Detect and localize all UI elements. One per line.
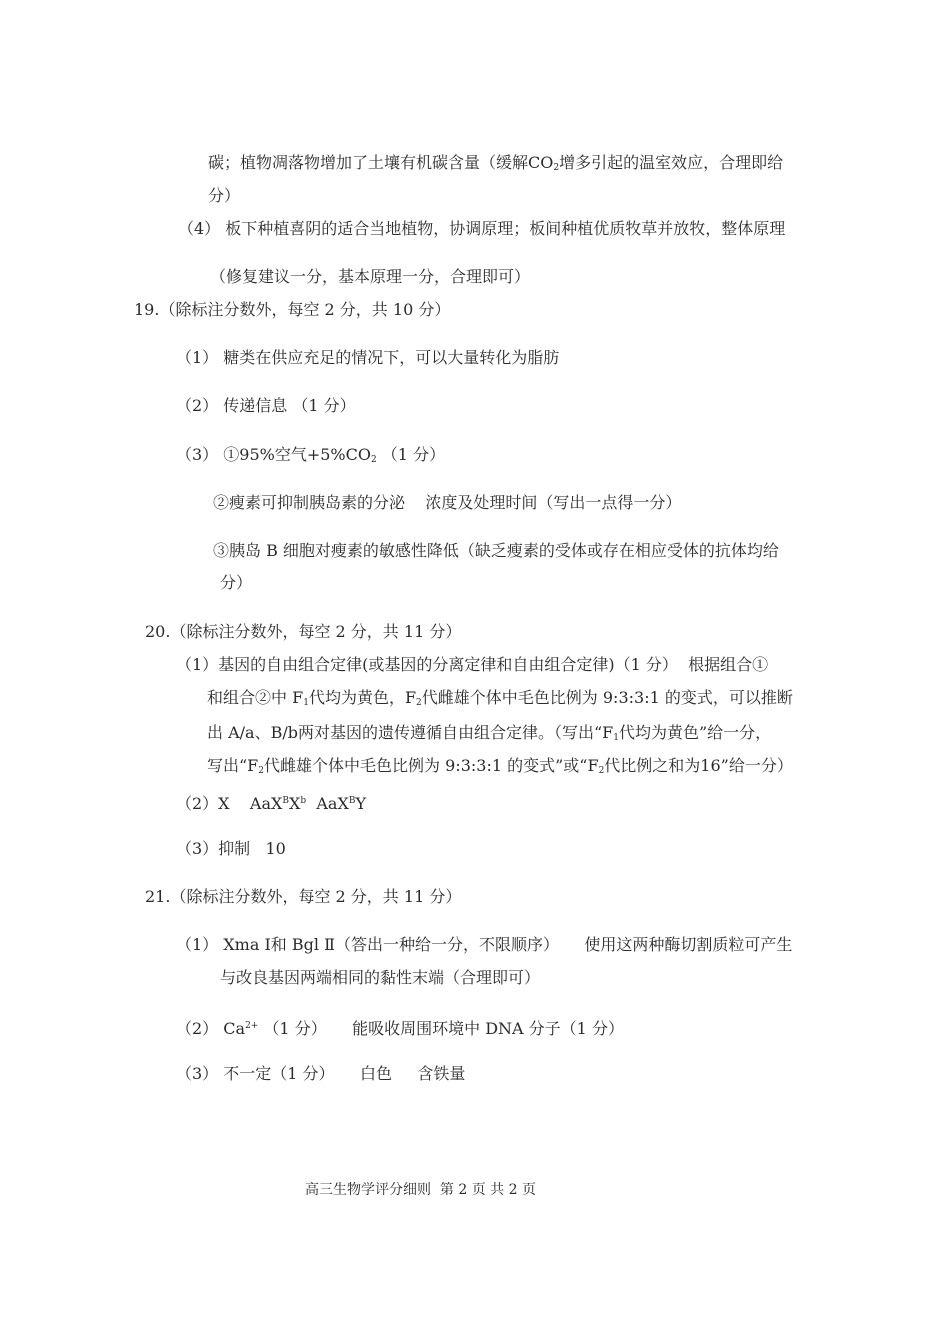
- text-run: ③胰岛 B 细胞对瘦素的敏感性降低（缺乏瘦素的受体或存在相应受体的抗体均给: [213, 541, 779, 560]
- text-run: 增多引起的温室效应，合理即给: [559, 153, 784, 172]
- text-run: （2） 传递信息 （1 分）: [176, 396, 356, 415]
- subscript: 2: [370, 455, 377, 465]
- text-run: 代雌雄个体中毛色比例为 9:3:3:1 的变式”或“F: [264, 756, 599, 775]
- subscript: 2: [598, 766, 605, 776]
- subscript: 2: [553, 163, 560, 173]
- text-run: （2）X AaX: [176, 794, 283, 813]
- q21-2: [176, 1016, 624, 1039]
- page-footer: 高三生物学评分细则 第 2 页 共 2 页: [305, 1182, 536, 1198]
- q21-1-a: [176, 935, 792, 955]
- text-run: ②瘦素可抑制胰岛素的分泌 浓度及处理时间（写出一点得一分）: [213, 493, 682, 512]
- text-run: AaX: [306, 794, 349, 813]
- text-run: （1）基因的自由组合定律(或基因的分离定律和自由组合定律)（1 分） 根据组合①: [176, 655, 769, 674]
- text-run: 和组合②中 F: [207, 688, 304, 707]
- text-run: 代雌雄个体中毛色比例为 9:3:3:1 的变式，可以推断: [421, 688, 793, 707]
- superscript: B: [282, 796, 290, 806]
- q20-2: [176, 791, 366, 814]
- text-run: （1） Xma Ⅰ和 Bgl Ⅱ（答出一种给一分，不限顺序） 使用这两种酶切割质粒可产生: [176, 935, 793, 954]
- q19-header: [134, 300, 450, 320]
- q19-2: [176, 396, 356, 416]
- text-run: （2） Ca: [176, 1019, 246, 1038]
- text-run: （3）抑制 10: [176, 839, 286, 858]
- text-run: 碳；植物凋落物增加了土壤有机碳含量（缓解CO: [208, 153, 554, 172]
- text-run: （1 分）: [376, 445, 446, 464]
- subscript: 2: [416, 698, 422, 708]
- superscript: B: [348, 796, 356, 806]
- text-run: （1 分） 能吸收周围环境中 DNA 分子（1 分）: [258, 1019, 624, 1038]
- text-run: （4） 板下种植喜阴的适合当地植物，协调原理；板间种植优质牧草并放牧，整体原理: [178, 219, 786, 238]
- q20-header: [145, 622, 461, 642]
- text-run: X: [289, 794, 301, 813]
- text-run: （3） 不一定（1 分） 白色 含铁量: [176, 1064, 466, 1083]
- q21-3: [176, 1064, 465, 1084]
- q20-1-a: [176, 655, 768, 675]
- q19-1: [176, 348, 559, 368]
- text-run: （1） 糖类在供应充足的情况下，可以大量转化为脂肪: [176, 348, 560, 367]
- text-run: 21.（除标注分数外，每空 2 分，共 11 分）: [145, 887, 462, 906]
- text-run: 分）: [220, 573, 253, 592]
- text-run: 出 A/a、B/b两对基因的遗传遵循自由组合定律。（写出“F: [207, 723, 614, 742]
- q19-3-3: [213, 541, 779, 561]
- text-run: 代比例之和为16”给一分）: [604, 756, 793, 775]
- q18-3-line2: [208, 186, 240, 206]
- text-run: 代均为黄色”给一分，: [618, 723, 772, 742]
- q20-3: [176, 839, 286, 859]
- text-run: 写出“F: [207, 756, 259, 775]
- text-run: 与改良基因两端相同的黏性末端（合理即可）: [220, 968, 541, 987]
- text-run: 分）: [208, 186, 241, 205]
- text-run: （3） ①95%空气+5%CO: [176, 445, 371, 464]
- q21-1-b: [220, 968, 540, 988]
- subscript: 1: [613, 733, 619, 743]
- q20-1-d: [207, 756, 793, 781]
- text-run: 20.（除标注分数外，每空 2 分，共 11 分）: [145, 622, 462, 641]
- superscript: 2+: [245, 1021, 259, 1031]
- q19-3-1: [176, 445, 445, 470]
- text-run: Y: [355, 794, 367, 813]
- q20-1-c: [207, 723, 771, 748]
- q18-4: [178, 219, 785, 239]
- superscript: b: [300, 796, 307, 806]
- text-run: （修复建议一分，基本原理一分，合理即可）: [210, 267, 531, 286]
- text-run: 19.（除标注分数外，每空 2 分，共 10 分）: [134, 300, 451, 319]
- q21-header: [145, 887, 461, 907]
- q18-3-line1: [208, 153, 783, 178]
- q18-4-note: [210, 267, 530, 287]
- q20-1-b: [207, 688, 793, 713]
- subscript: 2: [258, 766, 265, 776]
- q19-3-3b: [220, 573, 252, 593]
- subscript: 1: [303, 698, 309, 708]
- q19-3-2: [213, 493, 681, 513]
- text-run: 代均为黄色，F: [308, 688, 417, 707]
